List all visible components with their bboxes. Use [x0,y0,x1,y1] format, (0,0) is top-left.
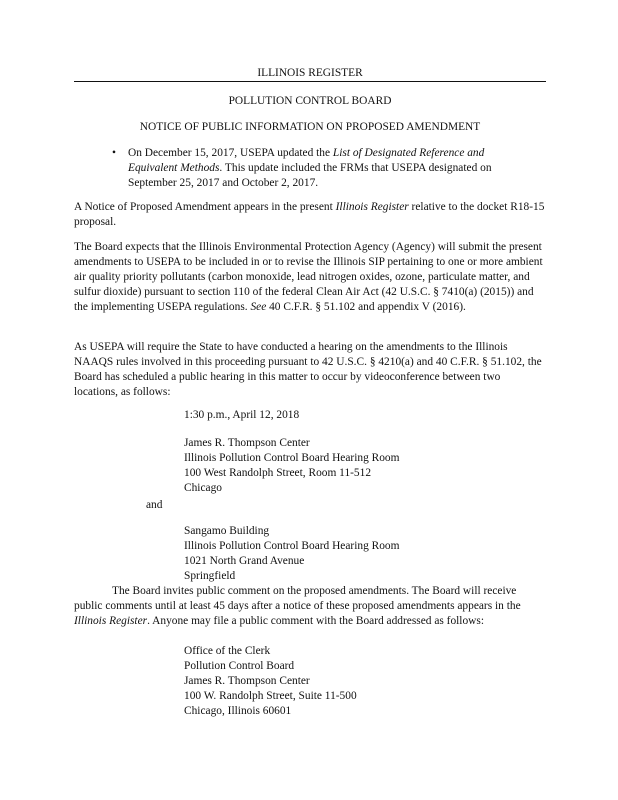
location-line: Illinois Pollution Control Board Hearing Room [184,540,400,552]
hearing-time: 1:30 p.m., April 12, 2018 [184,409,300,421]
invites-text-1: The Board invites public comment on the proposed amendments. The Board will receive public comments until at least 45 days after a notice of these proposed amendments appears in the [74,585,521,612]
notice-text-2: relative to the docket R18-15 proposal. [74,201,545,228]
notice-italic: Illinois Register [335,201,409,213]
and-label: and [146,499,163,511]
address-line: Chicago, Illinois 60601 [184,705,292,717]
bullet-italic: List of Designated Reference and Equivalent Methods [128,147,485,174]
bullet-text-2: . This update included the FRMs that USEPA designated on September 25, 2017 and October 2, 2017. [128,162,492,189]
agency-title: POLLUTION CONTROL BOARD [228,95,392,107]
notice-paragraph [74,200,546,230]
expects-text-2: 40 C.F.R. § 51.102 and appendix V (2016). [266,301,466,313]
location-line: Springfield [184,570,236,582]
bullet-paragraph [128,146,518,191]
location-line: Chicago [184,482,222,494]
location-line: James R. Thompson Center [184,437,310,449]
location-chicago [184,436,399,496]
expects-paragraph [74,240,546,315]
location-line: 1021 North Grand Avenue [184,555,305,567]
invites-paragraph [74,584,546,629]
address-line: Pollution Control Board [184,660,295,672]
invites-italic: Illinois Register [74,615,148,627]
location-line: Illinois Pollution Control Board Hearing Room [184,452,400,464]
bullet-text-1: On December 15, 2017, USEPA updated the [128,147,333,159]
address-line: 100 W. Randolph Street, Suite 11-500 [184,690,357,702]
expects-italic: See [250,301,267,313]
notice-title: NOTICE OF PUBLIC INFORMATION ON PROPOSED AMENDMENT [139,121,481,133]
location-springfield [184,524,399,584]
expects-text-1: The Board expects that the Illinois Environmental Protection Agency (Agency) will submit the present amendments to USEPA to be included in or to revise the Illinois SIP pertaining to one or more ambient air quality priority pollutants (carbon monoxide, lead nitrogen oxides, ozone, particulate matter, and sulfur dioxide) pursuant to section 110 of the federal Clean Air Act (42 U.S.C. § 7410(a) (2015)) and the implementing USEPA regulations. [74,241,543,313]
location-line: Sangamo Building [184,525,270,537]
clerk-address [184,644,357,719]
invites-text-2: . Anyone may file a public comment with the Board addressed as follows: [147,615,484,627]
address-line: James R. Thompson Center [184,675,310,687]
hearing-paragraph: As USEPA will require the State to have conducted a hearing on the amendments to the Illinois NAAQS rules involved in this proceeding pursuant to 42 U.S.C. § 4210(a) and 40 C.F.R. § 51.102, the Board has scheduled a public hearing in this matter to occur by videoconference between two locations, as follows: [74,341,542,398]
address-line: Office of the Clerk [184,645,271,657]
notice-text-1: A Notice of Proposed Amendment appears in the present [74,201,336,213]
bullet-icon: • [112,147,116,159]
register-header: ILLINOIS REGISTER [74,66,546,82]
location-line: 100 West Randolph Street, Room 11-512 [184,467,372,479]
